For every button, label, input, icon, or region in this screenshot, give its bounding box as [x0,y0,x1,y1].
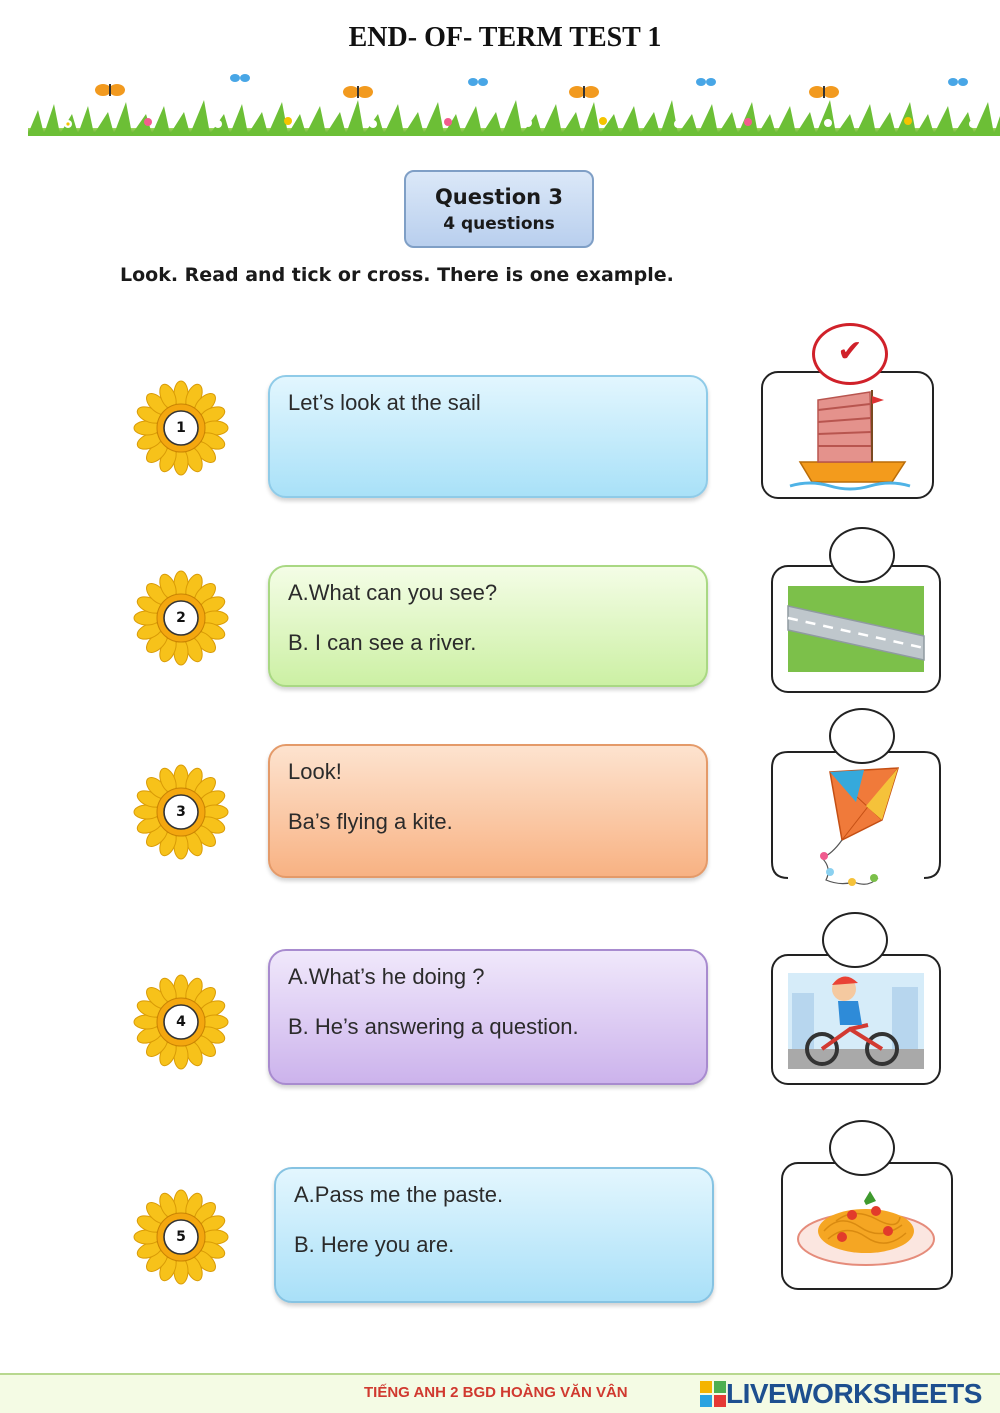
liveworksheets-logo-icon [698,1379,728,1409]
dialogue-line: A.What can you see? [288,580,498,605]
number-flower [131,972,231,1072]
number-flower [131,378,231,478]
question-item [0,530,1000,690]
footer-credit: TIẾNG ANH 2 BGD HOÀNG VĂN VÂN [364,1384,628,1401]
question-title: Question 3 [434,185,564,209]
dialogue-box [268,949,708,1085]
item-number: 3 [176,804,186,820]
dialogue-line: A.What’s he doing ? [288,964,485,989]
answer-circle[interactable] [822,912,888,968]
page-title: END- OF- TERM TEST 1 [348,22,662,53]
answer-circle[interactable] [812,323,888,385]
picture-frame [780,1161,954,1291]
tick-mark-icon: ✔ [837,334,863,369]
dialogue-line: B. He’s answering a question. [288,1014,579,1039]
dialogue-line: Look! [288,759,342,784]
question-count: 4 questions [443,214,555,234]
number-flower [131,762,231,862]
question-badge [404,170,594,248]
number-flower [131,1187,231,1287]
question-item [0,1120,1000,1280]
question-item [0,710,1000,870]
picture-frame [760,370,935,500]
item-number: 5 [176,1229,186,1245]
item-number: 1 [176,420,186,436]
question-item [0,334,1000,500]
dialogue-box [274,1167,714,1303]
dialogue-line: Ba’s flying a kite. [288,809,453,834]
picture-frame [770,750,942,896]
footer-bar [0,1373,1000,1413]
brand-logo-text[interactable]: LIVEWORKSHEETS [726,1378,982,1409]
answer-circle[interactable] [829,708,895,764]
dialogue-box [268,744,708,878]
dialogue-line: B. Here you are. [294,1232,455,1257]
picture-frame [770,953,942,1086]
answer-circle[interactable] [829,1120,895,1176]
grass-butterfly-banner [28,66,1000,142]
answer-circle[interactable] [829,527,895,583]
number-flower [131,568,231,668]
dialogue-line: Let’s look at the sail [288,390,481,415]
dialogue-line: A.Pass me the paste. [294,1182,504,1207]
dialogue-line: B. I can see a river. [288,630,477,655]
dialogue-box [268,565,708,687]
picture-frame [770,564,942,694]
instruction-text: Look. Read and tick or cross. There is one example. [120,264,674,286]
item-number: 2 [176,610,186,626]
question-item [0,915,1000,1075]
item-number: 4 [176,1014,186,1030]
road-picture [788,586,924,672]
dialogue-box [268,375,708,498]
butterfly-icon [95,74,968,98]
boy-riding-bike-picture [788,973,924,1069]
